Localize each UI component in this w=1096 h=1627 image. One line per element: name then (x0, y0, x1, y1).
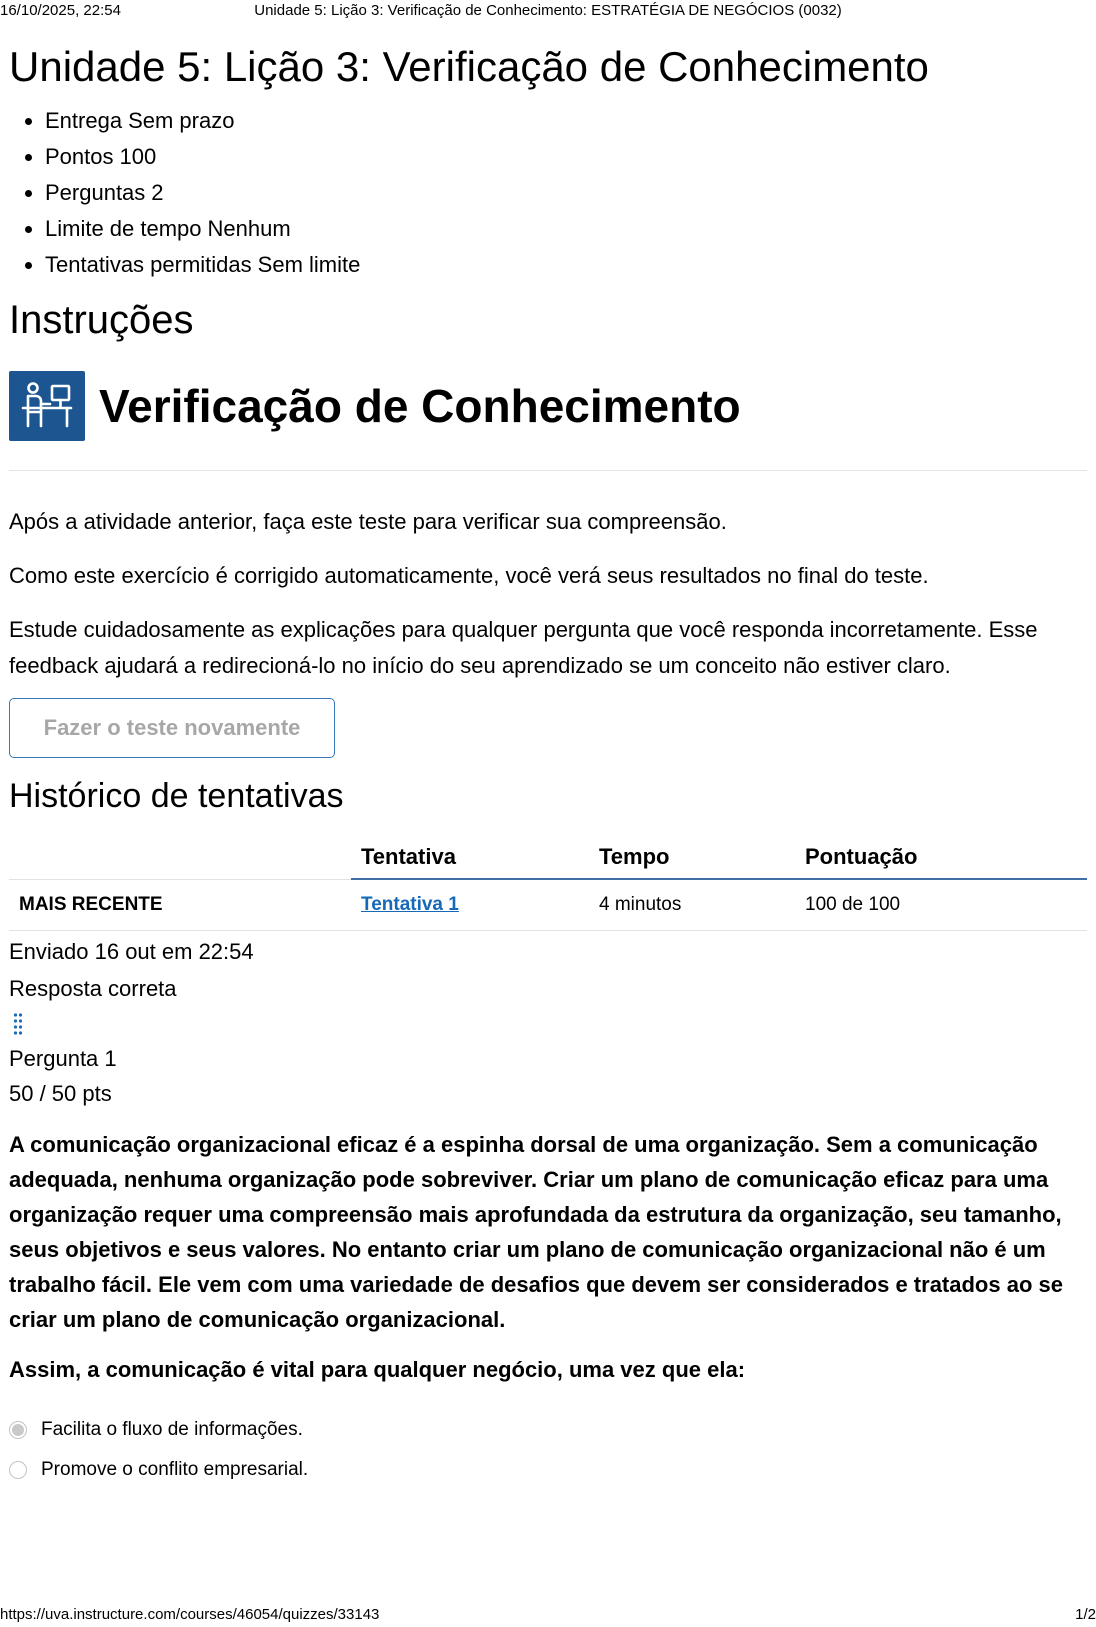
time-cell: 4 minutos (589, 879, 795, 931)
question-points: 50 / 50 pts (9, 1081, 112, 1106)
print-datetime: 16/10/2025, 22:54 (0, 2, 121, 19)
detail-value: Sem prazo (128, 108, 235, 133)
quiz-detail-time-limit (45, 211, 1087, 247)
quiz-title: Unidade 5: Lição 3: Verificação de Conhecimento (9, 43, 929, 90)
print-page-number: 1/2 (1075, 1606, 1096, 1623)
detail-value: Sem limite (257, 252, 361, 277)
instructions-heading: Instruções (9, 298, 194, 342)
answer-option[interactable] (9, 1450, 1087, 1490)
detail-label: Perguntas (45, 180, 146, 205)
radio-selected[interactable] (9, 1421, 27, 1439)
question-meta (9, 1041, 1087, 1111)
person-at-desk-icon (9, 371, 85, 441)
divider (9, 470, 1087, 471)
question-text: A comunicação organizacional eficaz é a espinha dorsal de uma organização. Sem a comunicação adequada, nenhuma organização pode sobreviver. Criar um plano de comunicação eficaz para uma organização requer uma compreensão mais aprofundada da estrutura da organização, seu tamanho, seus objetivos e seus valores. No entanto criar um plano de comunicação organizacional não é um trabalho fácil. Ele vem com uma variedade de desafios que devem ser considerados e tratados ao se criar um plano de comunicação organizacional. (9, 1132, 1063, 1332)
answer-option[interactable] (9, 1410, 1087, 1450)
print-page-title: Unidade 5: Lição 3: Verificação de Conhecimento: ESTRATÉGIA DE NEGÓCIOS (0032) (254, 2, 842, 19)
attempt-cell (351, 879, 589, 931)
instruction-paragraph: Após a atividade anterior, faça este teste para verificar sua compreensão. (9, 509, 727, 534)
instruction-paragraph: Estude cuidadosamente as explicações para qualquer pergunta que você responda incorretamente. Esse feedback ajudará a redirecioná-lo no início do seu aprendizado se um conceito não estiver claro. (9, 617, 1038, 678)
detail-value: 2 (151, 180, 164, 205)
banner-title: Verificação de Conhecimento (99, 380, 741, 432)
submission-date: Enviado 16 out em 22:54 (9, 939, 254, 964)
attempt-link[interactable]: Tentativa 1 (361, 894, 459, 915)
detail-value: Nenhum (207, 216, 291, 241)
instruction-paragraph: Como este exercício é corrigido automaticamente, você verá seus resultados no final do teste. (9, 563, 929, 588)
answer-options (9, 1410, 1087, 1490)
instructions-body (9, 504, 1087, 684)
print-footer (0, 1604, 1096, 1626)
detail-label: Pontos (45, 144, 114, 169)
answer-status: Resposta correta (9, 976, 177, 1001)
drag-handle-icon[interactable] (9, 1007, 1087, 1041)
radio-unselected[interactable] (9, 1461, 27, 1479)
answer-text: Promove o conflito empresarial. (41, 1459, 309, 1480)
answer-text: Facilita o fluxo de informações. (41, 1419, 303, 1440)
attempt-history-heading: Histórico de tentativas (9, 777, 344, 815)
score-cell: 100 de 100 (795, 879, 1087, 931)
instructions-banner (9, 370, 1087, 442)
attempt-label: MAIS RECENTE (9, 879, 351, 931)
submission-info (9, 933, 1087, 1007)
radio-dot (12, 1424, 24, 1436)
detail-label: Limite de tempo (45, 216, 202, 241)
quiz-details-list (9, 103, 1087, 283)
print-url: https://uva.instructure.com/courses/46054/quizzes/33143 (0, 1606, 380, 1623)
table-row (9, 879, 1087, 931)
detail-value: 100 (119, 144, 157, 169)
column-header-blank (9, 836, 351, 879)
print-header (0, 0, 1096, 22)
retake-quiz-button[interactable]: Fazer o teste novamente (9, 698, 335, 758)
detail-label: Entrega (45, 108, 123, 133)
quiz-detail-due (45, 103, 1087, 139)
attempt-history-table (9, 836, 1087, 931)
quiz-detail-points (45, 139, 1087, 175)
question-lead: Assim, a comunicação é vital para qualquer negócio, uma vez que ela: (9, 1357, 746, 1382)
quiz-content (9, 38, 1087, 1490)
column-header-attempt: Tentativa (351, 836, 589, 879)
question-number: Pergunta 1 (9, 1046, 117, 1071)
column-header-score: Pontuação (795, 836, 1087, 879)
column-header-time: Tempo (589, 836, 795, 879)
table-header-row (9, 836, 1087, 879)
detail-label: Tentativas permitidas (45, 252, 252, 277)
quiz-detail-attempts (45, 247, 1087, 283)
quiz-detail-questions (45, 175, 1087, 211)
